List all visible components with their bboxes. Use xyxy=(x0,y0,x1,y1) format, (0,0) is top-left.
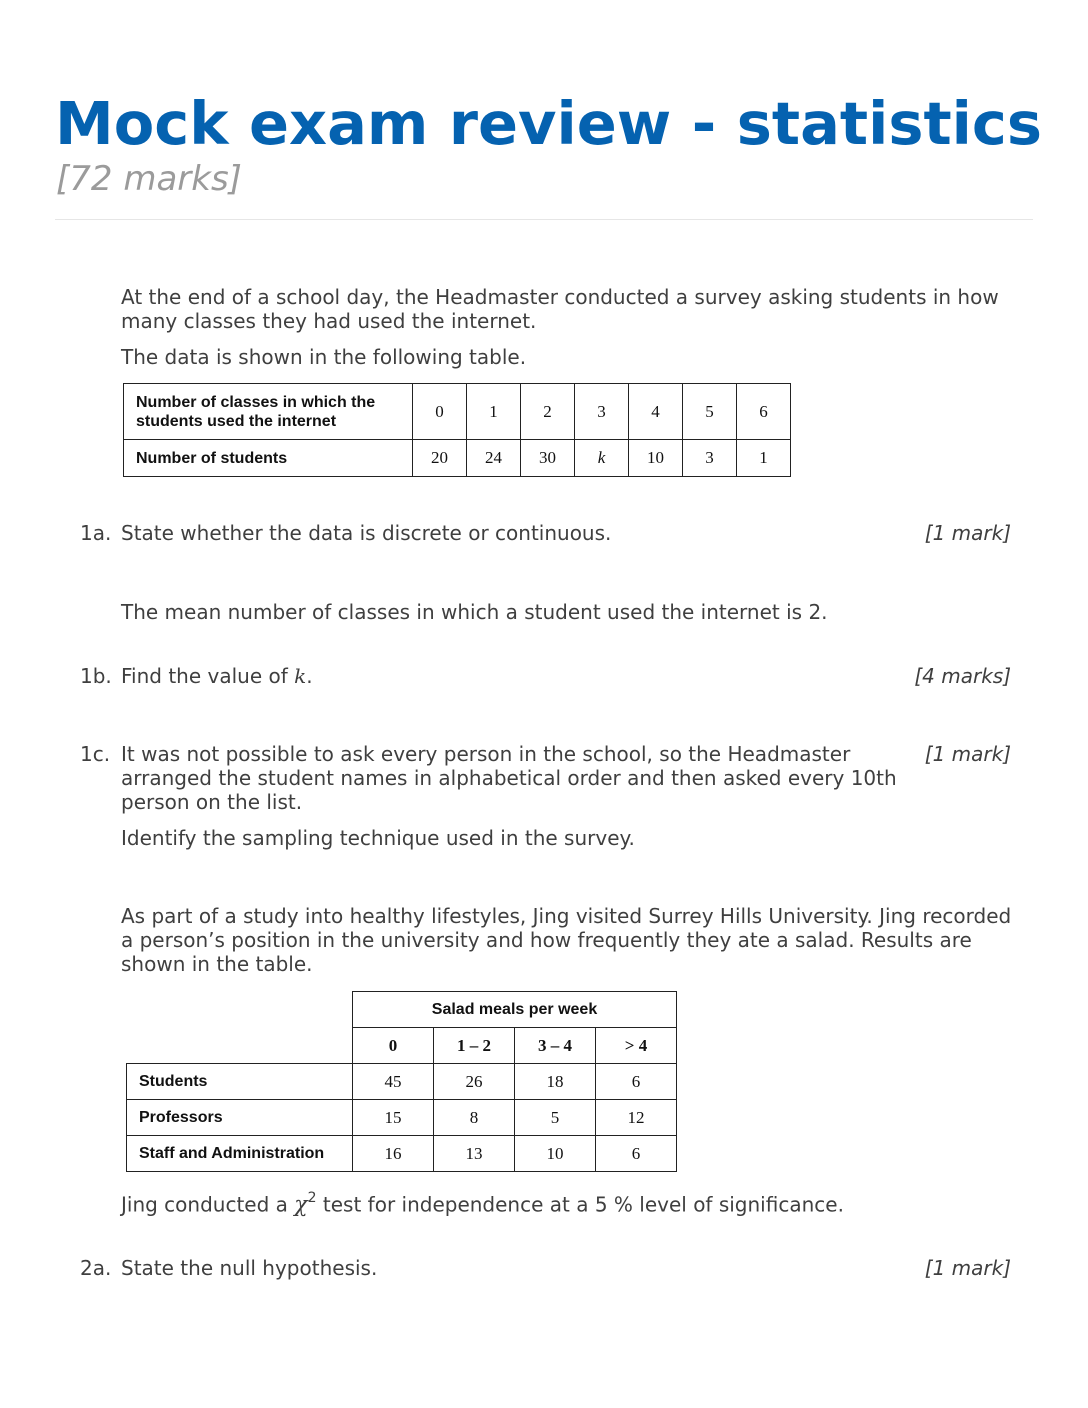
table-cell: k xyxy=(575,440,629,477)
table-cell: 20 xyxy=(413,440,467,477)
internet-usage-table xyxy=(123,383,791,477)
table-cell: 6 xyxy=(737,384,791,440)
chi-note-after: test for independence at a 5 % level of significance. xyxy=(316,1192,844,1217)
table-row-label: Number of classes in which the students used the internet xyxy=(124,384,413,440)
page-title: Mock exam review - statistics xyxy=(55,89,1042,158)
table-row xyxy=(127,1064,677,1100)
total-marks: [72 marks] xyxy=(56,159,242,199)
table-cell: 3 xyxy=(683,440,737,477)
table-empty-cell xyxy=(127,992,353,1028)
table-cell: 15 xyxy=(353,1100,434,1136)
table-cell: 10 xyxy=(515,1136,596,1172)
table-cell: 1 xyxy=(737,440,791,477)
chi-symbol: χ xyxy=(294,1192,308,1218)
variable-k: k xyxy=(294,664,307,688)
table-cell: 45 xyxy=(353,1064,434,1100)
table-row xyxy=(127,1028,677,1064)
table-row-label: Staff and Administration xyxy=(127,1136,353,1172)
question-text-2a: State the null hypothesis. xyxy=(121,1256,378,1280)
mean-note: The mean number of classes in which a student used the internet is 2. xyxy=(121,600,828,624)
table-cell: 30 xyxy=(521,440,575,477)
chi-note-before: Jing conducted a xyxy=(121,1192,295,1217)
column-header: 1 – 2 xyxy=(434,1028,515,1064)
table-header: Salad meals per week xyxy=(353,992,677,1028)
table-cell: 0 xyxy=(413,384,467,440)
table-cell: 6 xyxy=(596,1136,677,1172)
header-divider xyxy=(55,219,1033,220)
table-cell: 1 xyxy=(467,384,521,440)
table-cell: 5 xyxy=(683,384,737,440)
chi-squared-note xyxy=(121,1188,1021,1218)
question-text-1c-task: Identify the sampling technique used in the survey. xyxy=(121,826,635,850)
question-text-1a: State whether the data is discrete or continuous. xyxy=(121,521,612,545)
salad-meals-table xyxy=(126,991,677,1172)
table-cell: 2 xyxy=(521,384,575,440)
question-number-1b: 1b. xyxy=(80,664,112,688)
table-row xyxy=(127,1100,677,1136)
table-cell: 6 xyxy=(596,1064,677,1100)
table-row-label: Students xyxy=(127,1064,353,1100)
question-text-1b xyxy=(121,664,313,688)
table-cell: 5 xyxy=(515,1100,596,1136)
intro-paragraph-1: At the end of a school day, the Headmaster conducted a survey asking students in how many classes they had used the internet. xyxy=(121,285,999,333)
column-header: > 4 xyxy=(596,1028,677,1064)
column-header: 3 – 4 xyxy=(515,1028,596,1064)
intro-paragraph-2: The data is shown in the following table. xyxy=(121,345,527,369)
table-empty-cell xyxy=(127,1028,353,1064)
table-cell: 18 xyxy=(515,1064,596,1100)
table-row xyxy=(124,440,791,477)
question-text-1b-end: . xyxy=(306,664,313,688)
table-cell: 3 xyxy=(575,384,629,440)
question-text-1c: It was not possible to ask every person in the school, so the Headmaster arranged the student names in alphabetical order and then asked every 10th person on the list. xyxy=(121,742,897,814)
question-number-2a: 2a. xyxy=(80,1256,112,1280)
column-header: 0 xyxy=(353,1028,434,1064)
table-cell: 10 xyxy=(629,440,683,477)
question-number-1c: 1c. xyxy=(80,742,111,766)
table-cell: 26 xyxy=(434,1064,515,1100)
question-marks-2a: [1 mark] xyxy=(924,1256,1011,1280)
table-row-label: Professors xyxy=(127,1100,353,1136)
question-marks-1c: [1 mark] xyxy=(924,742,1011,766)
table-cell: 8 xyxy=(434,1100,515,1136)
table-row xyxy=(124,384,791,440)
table-row-label: Number of students xyxy=(124,440,413,477)
question-marks-1b: [4 marks] xyxy=(914,664,1011,688)
question-marks-1a: [1 mark] xyxy=(924,521,1011,545)
intro2-paragraph: As part of a study into healthy lifestyles, Jing visited Surrey Hills University. Jing recorded a person’s position in the university and how frequently they ate a salad. Results are shown in the table. xyxy=(121,904,1012,976)
table-cell: 4 xyxy=(629,384,683,440)
table-row xyxy=(127,1136,677,1172)
table-cell: 13 xyxy=(434,1136,515,1172)
table-cell: 24 xyxy=(467,440,521,477)
question-text-1b-part: Find the value of xyxy=(121,664,295,688)
table-row xyxy=(127,992,677,1028)
table-cell: 16 xyxy=(353,1136,434,1172)
table-cell: 12 xyxy=(596,1100,677,1136)
chi-superscript: 2 xyxy=(307,1190,317,1206)
question-number-1a: 1a. xyxy=(80,521,112,545)
